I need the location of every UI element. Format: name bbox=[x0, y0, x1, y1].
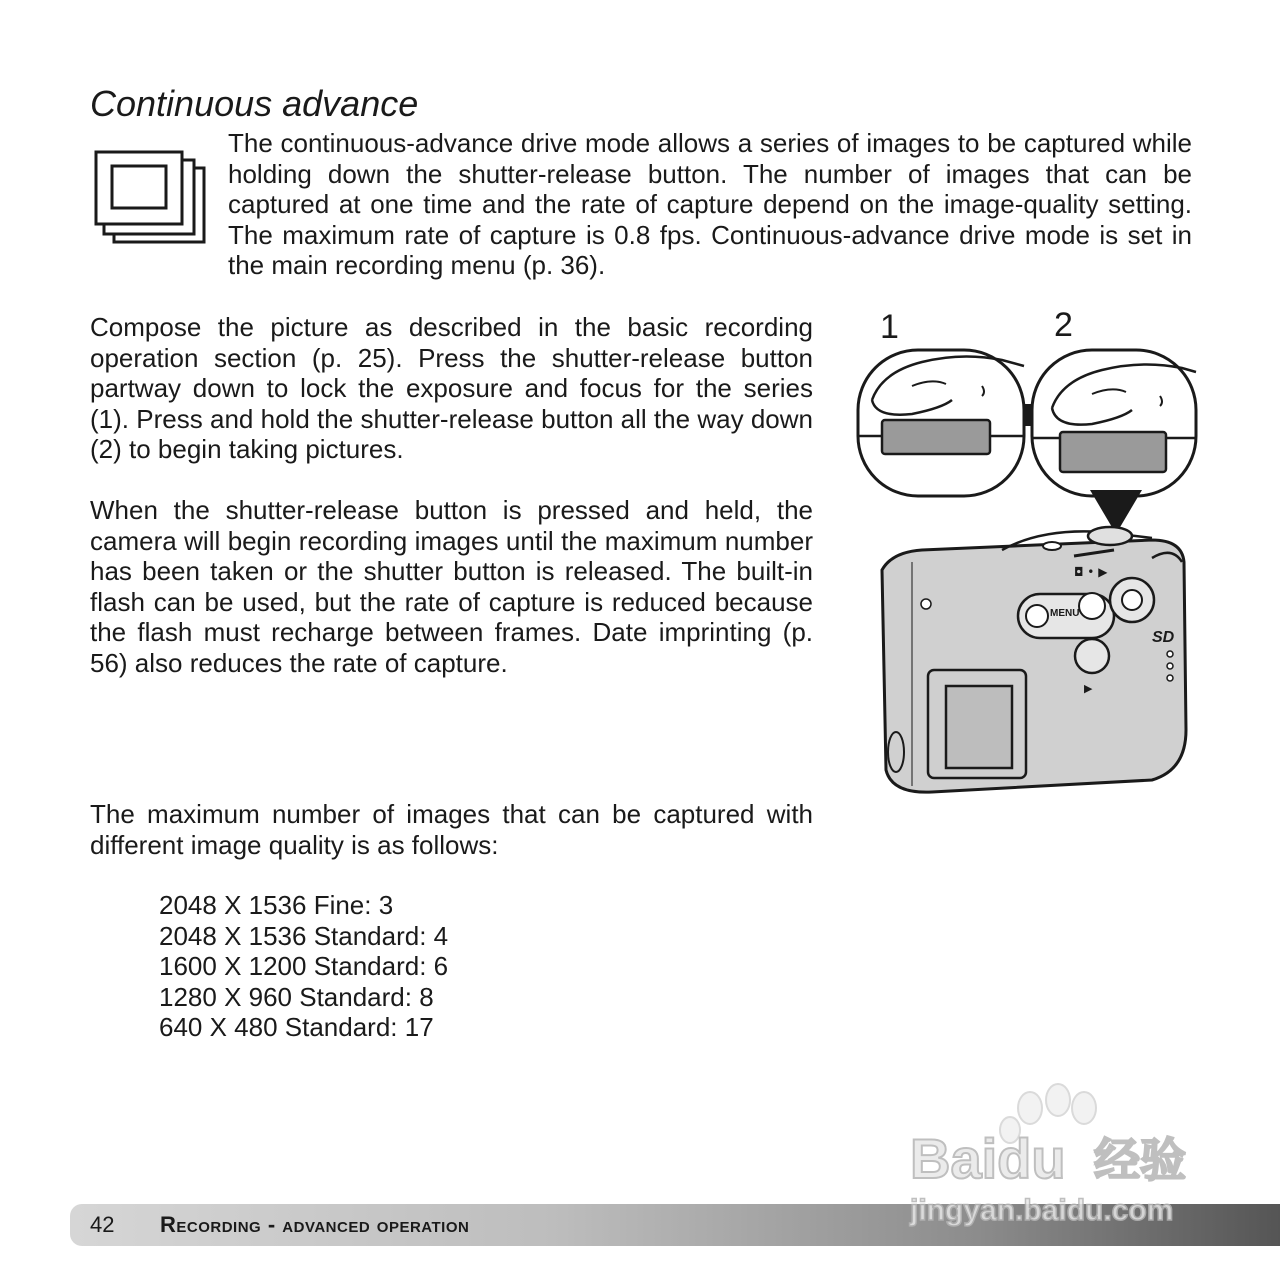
half-press-detail bbox=[858, 350, 1024, 496]
baidu-watermark bbox=[880, 1060, 1220, 1230]
section-title: Recording - advanced operation bbox=[160, 1212, 470, 1237]
menu-label: MENU bbox=[1050, 608, 1080, 619]
watermark-brand: Baidu bbox=[910, 1127, 1066, 1190]
full-press-detail bbox=[1032, 350, 1196, 496]
step-2-label: 2 bbox=[1054, 306, 1073, 344]
svg-text:◘ • ▶: ◘ • ▶ bbox=[1074, 565, 1108, 579]
list-item: 1280 X 960 Standard: 8 bbox=[159, 981, 434, 1012]
sd-logo: SD bbox=[1152, 629, 1175, 646]
list-item: 2048 X 1536 Standard: 4 bbox=[159, 920, 449, 951]
page-number: 42 bbox=[90, 1212, 115, 1237]
list-item: 2048 X 1536 Fine: 3 bbox=[159, 890, 394, 920]
list-item: 640 X 480 Standard: 17 bbox=[159, 1012, 434, 1043]
step-1-label: 1 bbox=[880, 308, 899, 346]
camera-body bbox=[882, 527, 1186, 792]
shutter-illustration bbox=[852, 300, 1202, 830]
flash-paragraph: When the shutter-release button is pressed and held, the camera will begin recording images until the maximum number has been taken or the shutter button is released. The built-in flash can be used, but the rate of capture is reduced because the flash must recharge between frames. Date imprinting (p. 56) also reduces the rate of capture. bbox=[90, 495, 813, 678]
continuous-advance-icon bbox=[94, 150, 210, 246]
intro-paragraph: The continuous-advance drive mode allows a series of images to be captured while holding down the shutter-release button. The number of images that can be captured at one time and the rate of capture depend on the image-quality setting. The maximum rate of capture is 0.8 fps. Continuous-advance drive mode is set in the main recording menu (p. 36). bbox=[228, 128, 1192, 281]
page-heading: Continuous advance bbox=[90, 83, 419, 124]
max-images-paragraph: The maximum number of images that can be captured with different image quality is as follows: bbox=[90, 799, 813, 860]
svg-text:▶: ▶ bbox=[1084, 682, 1093, 695]
list-item: 1600 X 1200 Standard: 6 bbox=[159, 951, 449, 982]
watermark-suffix: 经验 bbox=[1094, 1133, 1186, 1187]
image-quality-list bbox=[159, 890, 448, 1043]
compose-paragraph: Compose the picture as described in the basic recording operation section (p. 25). Press the shutter-release button partway down to lock the exposure and focus for the series (1). Press and hold the shutter-release button all the way down (2) to begin taking pictures. bbox=[90, 312, 813, 465]
watermark-url: jingyan.baidu.com bbox=[910, 1194, 1174, 1227]
